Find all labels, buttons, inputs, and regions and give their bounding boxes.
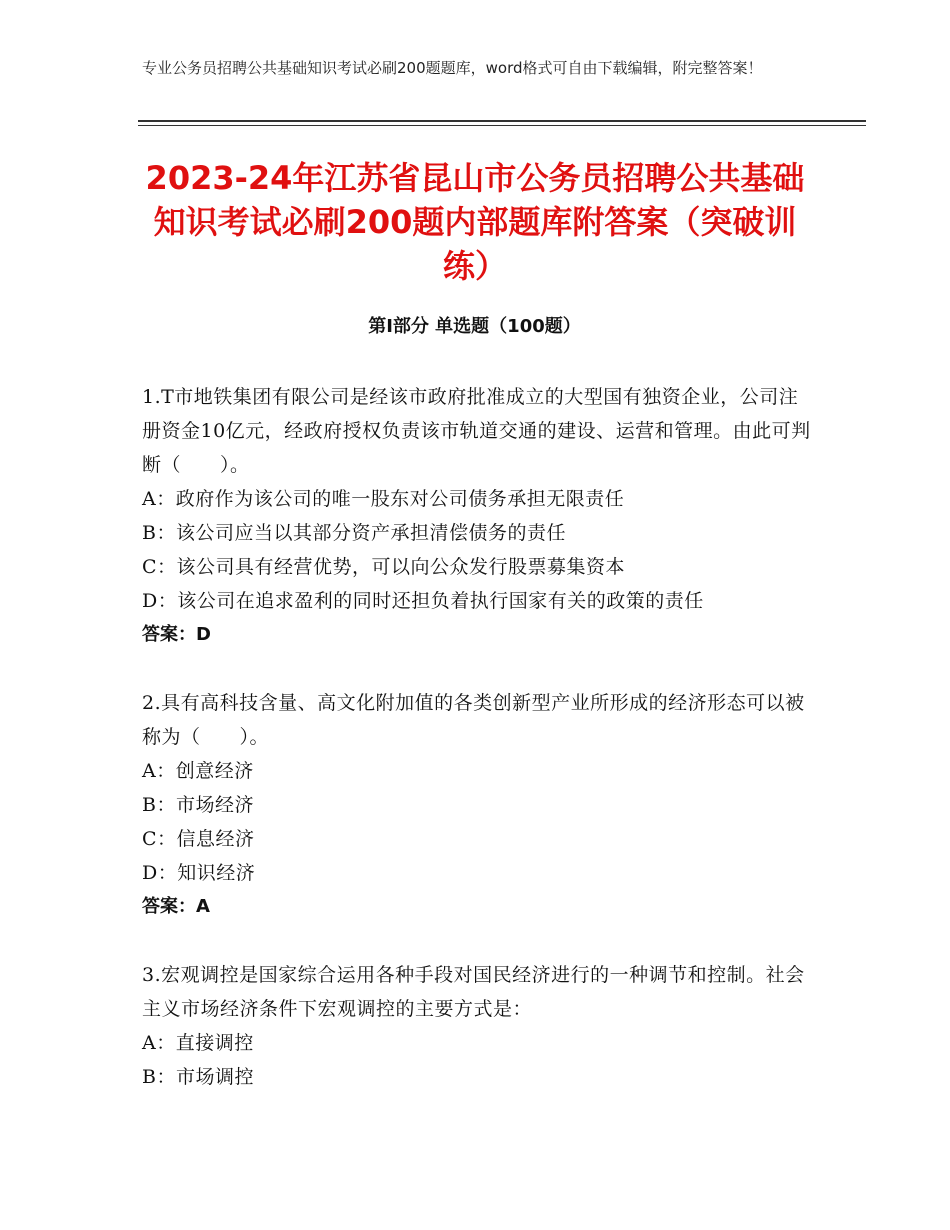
question-1 (142, 380, 812, 652)
option-a: A：创意经济 (142, 760, 254, 782)
answer-line: 答案：D (142, 624, 211, 645)
option-b: B：市场调控 (142, 1066, 254, 1088)
option-b: B：该公司应当以其部分资产承担清偿债务的责任 (142, 522, 566, 544)
answer-line: 答案：A (142, 896, 210, 917)
option-d: D：知识经济 (142, 862, 256, 884)
option-c: C：该公司具有经营优势，可以向公众发行股票募集资本 (142, 556, 626, 578)
question-stem: 2.具有高科技含量、高文化附加值的各类创新型产业所形成的经济形态可以被称为（ ）。 (142, 692, 805, 748)
section-title: 第Ⅰ部分 单选题（100题） (368, 316, 581, 337)
document-title: 2023-24年江苏省昆山市公务员招聘公共基础知识考试必刷200题内部题库附答案（突破训练） (145, 159, 805, 285)
header-rule-thick (138, 120, 866, 122)
question-list (142, 380, 812, 1128)
option-a: A：直接调控 (142, 1032, 254, 1054)
question-3 (142, 958, 812, 1094)
question-2 (142, 686, 812, 924)
option-a: A：政府作为该公司的唯一股东对公司债务承担无限责任 (142, 488, 625, 510)
header-note: 专业公务员招聘公共基础知识考试必刷200题题库，word格式可自由下载编辑，附完整答案！ (142, 59, 763, 77)
question-stem: 3.宏观调控是国家综合运用各种手段对国民经济进行的一种调节和控制。社会主义市场经济条件下宏观调控的主要方式是： (142, 964, 805, 1020)
option-c: C：信息经济 (142, 828, 255, 850)
header-rule-thin (138, 125, 866, 126)
option-d: D：该公司在追求盈利的同时还担负着执行国家有关的政策的责任 (142, 590, 704, 612)
question-stem: 1.T市地铁集团有限公司是经该市政府批准成立的大型国有独资企业，公司注册资金10亿元，经政府授权负责该市轨道交通的建设、运营和管理。由此可判断（ ）。 (142, 386, 811, 476)
option-b: B：市场经济 (142, 794, 254, 816)
